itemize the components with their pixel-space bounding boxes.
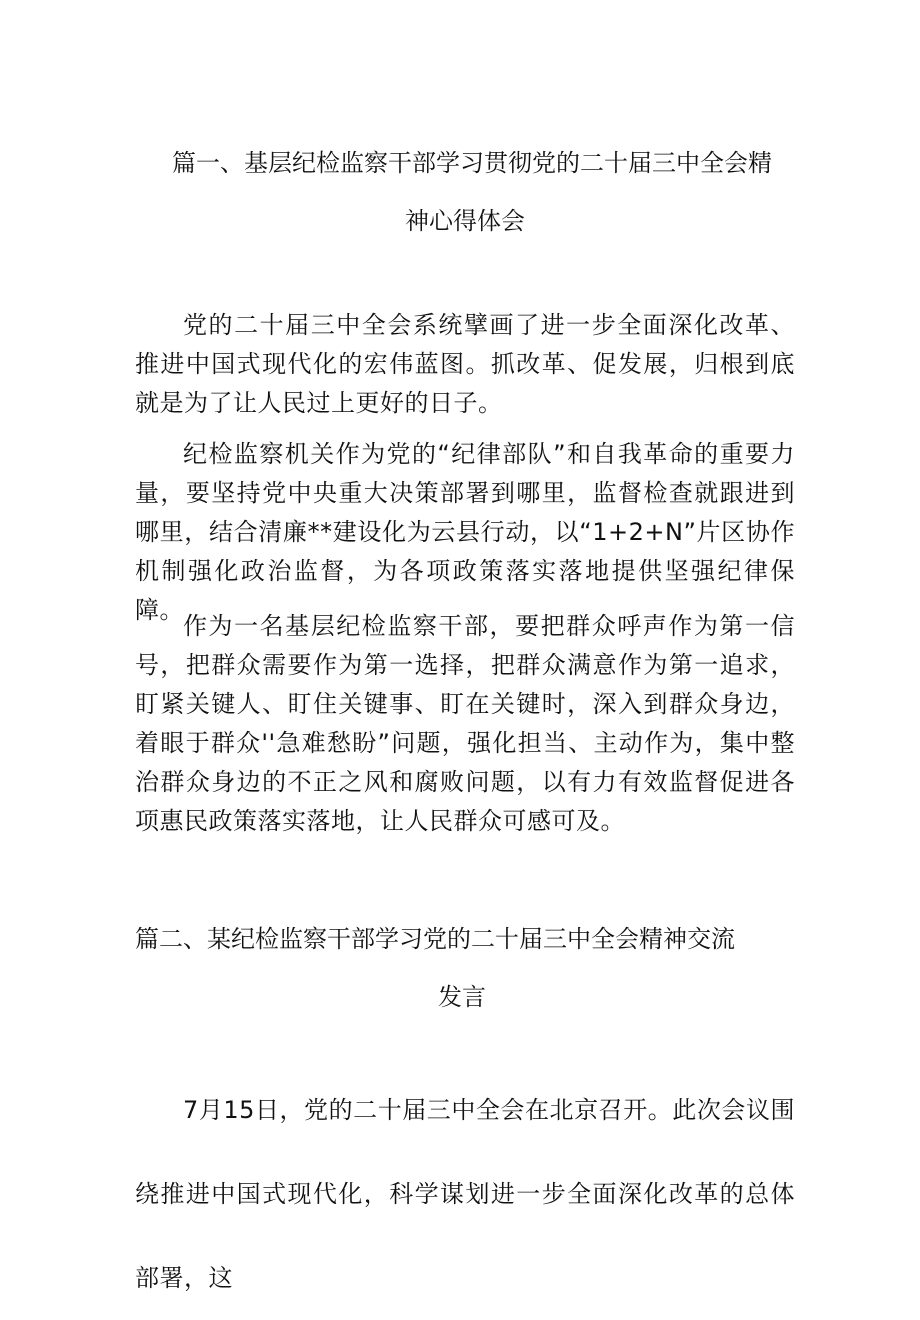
section2-title-line1: 篇二、某纪检监察干部学习党的二十届三中全会精神交流 <box>135 925 735 953</box>
section1-paragraph-3: 作为一名基层纪检监察干部，要把群众呼声作为第一信号，把群众需要作为第一选择，把群众满意作为第一追求，盯紧关键人、盯住关键事、盯在关键时，深入到群众身边，着眼于群众''急难愁盼”问题，强化担当、主动作为，集中整治群众身边的不正之风和腐败问题，以有力有效监督促进各项惠民政策落实落地，让人民群众可感可及。 <box>135 612 795 835</box>
section2-paragraph-1: 7月15日，党的二十届三中全会在北京召开。此次会议围绕推进中国式现代化，科学谋划进一步全面深化改革的总体部署，这 <box>135 1096 795 1292</box>
section1-title-line1: 篇一、基层纪检监察干部学习贯彻党的二十届三中全会精 <box>172 149 772 177</box>
section1-paragraph-2: 纪检监察机关作为党的“纪律部队”和自我革命的重要力量，要坚持党中央重大决策部署到哪里，监督检查就跟进到哪里，结合清廉**建设化为云县行动，以“1+2+N”片区协作机制强化政治监督，为各项政策落实落地提供坚强纪律保障。 <box>135 440 795 624</box>
section1-paragraph-1: 党的二十届三中全会系统擘画了进一步全面深化改革、推进中国式现代化的宏伟蓝图。抓改革、促发展，归根到底就是为了让人民过上更好的日子。 <box>135 311 795 417</box>
section1-title-line2: 神心得体会 <box>405 207 525 235</box>
section2-title-line2: 发言 <box>438 983 486 1011</box>
